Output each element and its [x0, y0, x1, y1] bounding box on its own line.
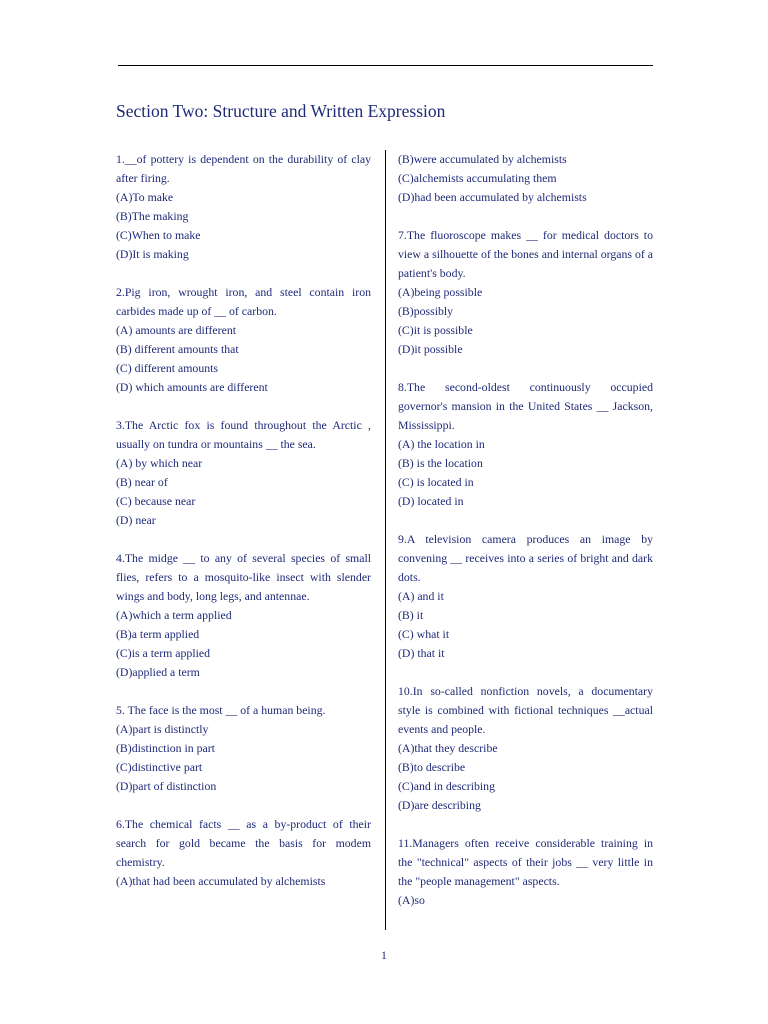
option-d: (D) which amounts are different — [116, 380, 268, 394]
option-b: (B)distinction in part — [116, 741, 215, 755]
top-rule — [118, 65, 653, 66]
option-a: (A) the location in — [398, 437, 485, 451]
option-d: (D)had been accumulated by alchemists — [398, 190, 587, 204]
question-stem: 5. The face is the most __ of a human being. — [116, 703, 326, 717]
option-a: (A)part is distinctly — [116, 722, 209, 736]
question-2 — [116, 283, 371, 397]
question-stem: 8.The second-oldest continuously occupied governor's mansion in the United States __ Jackson, Mississippi. — [398, 380, 653, 432]
section-title: Section Two: Structure and Written Expression — [116, 101, 446, 121]
question-7 — [398, 226, 653, 359]
question-stem: 2.Pig iron, wrought iron, and steel contain iron carbides made up of __ of carbon. — [116, 285, 371, 318]
option-c: (C)it is possible — [398, 323, 473, 337]
option-a: (A)that had been accumulated by alchemists — [116, 874, 326, 888]
option-a: (A)that they describe — [398, 741, 498, 755]
option-d: (D) located in — [398, 494, 464, 508]
option-c: (C)alchemists accumulating them — [398, 171, 557, 185]
question-3 — [116, 416, 371, 530]
question-5 — [116, 701, 371, 796]
question-4 — [116, 549, 371, 682]
question-stem: 10.In so-called nonfiction novels, a documentary style is combined with fictional techniques __actual events and people. — [398, 684, 653, 736]
question-stem: 1.__of pottery is dependent on the durability of clay after firing. — [116, 152, 371, 185]
question-stem: 3.The Arctic fox is found throughout the Arctic , usually on tundra or mountains __ the sea. — [116, 418, 371, 451]
question-stem: 4.The midge __ to any of several species of small flies, refers to a mosquito-like insect with slender wings and body, long legs, and antennae. — [116, 551, 371, 603]
option-c: (C) because near — [116, 494, 196, 508]
option-c: (C)and in describing — [398, 779, 495, 793]
option-b: (B) it — [398, 608, 424, 622]
option-c: (C)is a term applied — [116, 646, 211, 660]
option-d: (D)applied a term — [116, 665, 200, 679]
option-b: (B)The making — [116, 209, 189, 223]
page-number: 1 — [381, 948, 387, 962]
option-b: (B) is the location — [398, 456, 483, 470]
question-6-continued — [398, 150, 653, 207]
question-9 — [398, 530, 653, 663]
option-b: (B)were accumulated by alchemists — [398, 152, 567, 166]
option-d: (D) that it — [398, 646, 445, 660]
option-b: (B)to describe — [398, 760, 466, 774]
option-d: (D)part of distinction — [116, 779, 217, 793]
option-a: (A)so — [398, 893, 425, 907]
question-stem: 7.The fluoroscope makes __ for medical doctors to view a silhouette of the bones and internal organs of a patient's body. — [398, 228, 653, 280]
question-stem: 9.A television camera produces an image by convening __ receives into a series of bright and dark dots. — [398, 532, 653, 584]
option-c: (C) is located in — [398, 475, 474, 489]
question-11 — [398, 834, 653, 910]
option-d: (D) near — [116, 513, 156, 527]
option-a: (A) amounts are different — [116, 323, 236, 337]
option-d: (D)it possible — [398, 342, 463, 356]
option-d: (D)It is making — [116, 247, 189, 261]
question-1 — [116, 150, 371, 264]
option-a: (A)To make — [116, 190, 174, 204]
option-c: (C) different amounts — [116, 361, 218, 375]
right-column — [398, 150, 653, 910]
question-stem: 6.The chemical facts __ as a by-product of their search for gold became the basis for modem chemistry. — [116, 817, 371, 869]
option-b: (B) different amounts that — [116, 342, 239, 356]
option-a: (A) and it — [398, 589, 444, 603]
question-stem: 11.Managers often receive considerable training in the "technical" aspects of their jobs __ very little in the "people management" aspects. — [398, 836, 653, 888]
question-6 — [116, 815, 371, 891]
option-b: (B)possibly — [398, 304, 454, 318]
option-c: (C) what it — [398, 627, 450, 641]
option-d: (D)are describing — [398, 798, 481, 812]
option-c: (C)distinctive part — [116, 760, 203, 774]
option-b: (B) near of — [116, 475, 168, 489]
column-divider — [385, 150, 386, 930]
option-c: (C)When to make — [116, 228, 201, 242]
question-8 — [398, 378, 653, 511]
option-a: (A)being possible — [398, 285, 483, 299]
option-a: (A) by which near — [116, 456, 203, 470]
left-column — [116, 150, 371, 891]
option-b: (B)a term applied — [116, 627, 200, 641]
option-a: (A)which a term applied — [116, 608, 232, 622]
question-10 — [398, 682, 653, 815]
